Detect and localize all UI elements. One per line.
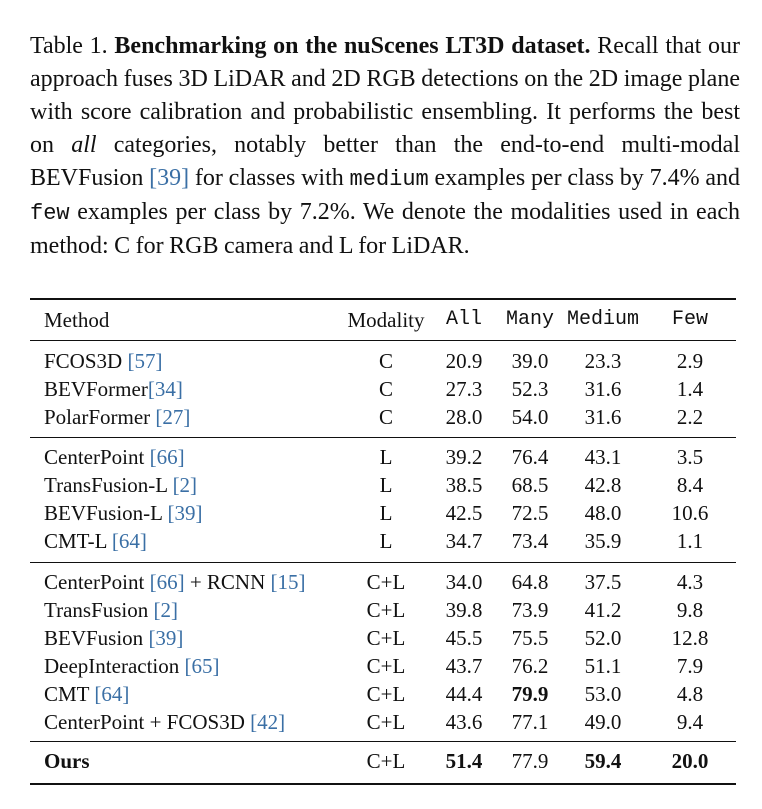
table-top-rule [30, 298, 736, 300]
few-cell: 2.9 [676, 349, 704, 373]
method-cell [44, 403, 190, 431]
all-cell: 39.2 [445, 445, 483, 469]
all-cell: 20.9 [445, 349, 483, 373]
method-cell [44, 747, 90, 775]
all-cell: 34.0 [445, 570, 483, 594]
citation-link[interactable]: [34] [147, 377, 183, 401]
group-separator-rule [30, 741, 736, 742]
table-caption [30, 30, 740, 263]
medium-cell: 43.1 [584, 445, 622, 469]
modality-cell: C+L [366, 598, 406, 622]
modality-cell: L [379, 501, 393, 525]
caption-text-1: Recall that our approach fuses 3D LiDAR and 2D RGB detections on the 2D image plane with score calibration and probabilistic ensembling. It performs the best on [30, 33, 741, 158]
method-cell [44, 499, 202, 527]
modality-cell: C+L [366, 682, 406, 706]
method-cell [44, 471, 197, 499]
method-name: FCOS3D [44, 349, 128, 373]
many-cell: 52.3 [511, 377, 549, 401]
method-name: BEVFusion [44, 626, 149, 650]
modality-cell: C+L [366, 570, 406, 594]
modality-cell: C+L [366, 710, 406, 734]
citation-link[interactable]: [39] [148, 626, 184, 650]
citation-link[interactable]: [39] [167, 501, 203, 525]
method-cell [44, 527, 147, 555]
all-cell: 42.5 [445, 501, 483, 525]
table-bottom-rule [30, 783, 736, 785]
medium-cell: 37.5 [584, 570, 622, 594]
method-cell [44, 624, 183, 652]
many-cell: 64.8 [511, 570, 549, 594]
medium-cell: 49.0 [584, 710, 622, 734]
modality-cell: L [379, 529, 393, 553]
citation-link[interactable]: [2] [172, 473, 198, 497]
method-name: DeepInteraction [44, 654, 185, 678]
medium-cell: 23.3 [584, 349, 622, 373]
method-name-suffix: + RCNN [184, 570, 271, 594]
citation-link[interactable]: [64] [111, 529, 147, 553]
many-cell: 76.2 [511, 654, 549, 678]
caption-mono-few: few [30, 201, 70, 226]
few-cell: 9.8 [676, 598, 704, 622]
modality-cell: L [379, 445, 393, 469]
method-cell [44, 680, 129, 708]
caption-mono-medium: medium [349, 167, 429, 192]
medium-cell: 52.0 [584, 626, 622, 650]
citation-link[interactable]: [2] [153, 598, 179, 622]
many-cell: 54.0 [511, 405, 549, 429]
header-medium: Medium [566, 308, 639, 331]
header-rule [30, 340, 736, 341]
citation-link[interactable]: [27] [155, 405, 191, 429]
all-cell: 43.7 [445, 654, 483, 678]
few-cell: 20.0 [671, 749, 709, 773]
caption-text-3: for classes with [194, 165, 344, 191]
method-name: PolarFormer [44, 405, 156, 429]
few-cell: 4.8 [676, 682, 704, 706]
group-separator-rule [30, 437, 736, 438]
many-cell: 79.9 [511, 682, 549, 706]
caption-text-2: categories, notably better than the end-to-end multi-modal BEVFusion [30, 132, 740, 191]
method-name: BEVFusion-L [44, 501, 168, 525]
all-cell: 51.4 [445, 749, 483, 773]
method-name: CenterPoint [44, 570, 150, 594]
many-cell: 77.1 [511, 710, 549, 734]
medium-cell: 59.4 [584, 749, 622, 773]
all-cell: 43.6 [445, 710, 483, 734]
modality-cell: C [378, 349, 393, 373]
group-separator-rule [30, 562, 736, 563]
few-cell: 3.5 [676, 445, 704, 469]
many-cell: 73.9 [511, 598, 549, 622]
few-cell: 4.3 [676, 570, 704, 594]
medium-cell: 31.6 [584, 405, 622, 429]
many-cell: 76.4 [511, 445, 549, 469]
all-cell: 28.0 [445, 405, 483, 429]
modality-cell: C [378, 377, 393, 401]
all-cell: 44.4 [445, 682, 483, 706]
method-cell [44, 375, 183, 403]
citation-link[interactable]: [64] [94, 682, 130, 706]
header-method: Method [44, 308, 110, 332]
modality-cell: C+L [366, 749, 406, 773]
method-name: CMT [44, 682, 95, 706]
method-cell [44, 568, 306, 596]
modality-cell: C+L [366, 626, 406, 650]
many-cell: 73.4 [511, 529, 549, 553]
all-cell: 38.5 [445, 473, 483, 497]
modality-cell: C [378, 405, 393, 429]
medium-cell: 35.9 [584, 529, 622, 553]
header-all: All [445, 308, 482, 331]
header-few: Few [671, 308, 708, 331]
many-cell: 39.0 [511, 349, 549, 373]
many-cell: 72.5 [511, 501, 549, 525]
citation-link[interactable]: [65] [184, 654, 220, 678]
few-cell: 10.6 [671, 501, 709, 525]
few-cell: 12.8 [671, 626, 709, 650]
caption-text-5: examples per class by 7.2%. We denote the modalities used in each method: C for RGB camera and L for LiDAR. [30, 199, 741, 259]
all-cell: 39.8 [445, 598, 483, 622]
few-cell: 7.9 [676, 654, 704, 678]
caption-label: Table 1. [30, 33, 108, 59]
few-cell: 1.1 [676, 529, 704, 553]
header-modality: Modality [347, 308, 425, 332]
many-cell: 77.9 [511, 749, 549, 773]
method-cell [44, 652, 220, 680]
method-cell [44, 708, 285, 736]
caption-text-4: examples per class by 7.4% and [434, 165, 741, 191]
method-name: CMT-L [44, 529, 112, 553]
citation-link[interactable]: [57] [127, 349, 163, 373]
medium-cell: 51.1 [584, 654, 622, 678]
modality-cell: C+L [366, 654, 406, 678]
few-cell: 8.4 [676, 473, 704, 497]
medium-cell: 31.6 [584, 377, 622, 401]
caption-emph: all [71, 132, 97, 158]
method-cell [44, 443, 185, 471]
few-cell: 1.4 [676, 377, 704, 401]
method-name: BEVFormer [44, 377, 148, 401]
few-cell: 9.4 [676, 710, 704, 734]
all-cell: 27.3 [445, 377, 483, 401]
method-name: Ours [44, 749, 90, 773]
modality-cell: L [379, 473, 393, 497]
header-many: Many [505, 308, 554, 331]
method-cell [44, 596, 178, 624]
many-cell: 75.5 [511, 626, 549, 650]
caption-title: Benchmarking on the nuScenes LT3D dataset. [114, 33, 591, 59]
citation-link[interactable]: [66] [149, 570, 185, 594]
citation-link[interactable]: [15] [270, 570, 306, 594]
method-cell [44, 347, 162, 375]
all-cell: 45.5 [445, 626, 483, 650]
medium-cell: 48.0 [584, 501, 622, 525]
medium-cell: 42.8 [584, 473, 622, 497]
medium-cell: 41.2 [584, 598, 622, 622]
caption-cite-link[interactable]: [39] [149, 165, 190, 191]
method-name: TransFusion [44, 598, 154, 622]
method-name: TransFusion-L [44, 473, 173, 497]
citation-link[interactable]: [66] [149, 445, 185, 469]
medium-cell: 53.0 [584, 682, 622, 706]
method-name: CenterPoint + FCOS3D [44, 710, 251, 734]
many-cell: 68.5 [511, 473, 549, 497]
all-cell: 34.7 [445, 529, 483, 553]
citation-link[interactable]: [42] [250, 710, 286, 734]
method-name: CenterPoint [44, 445, 150, 469]
few-cell: 2.2 [676, 405, 704, 429]
